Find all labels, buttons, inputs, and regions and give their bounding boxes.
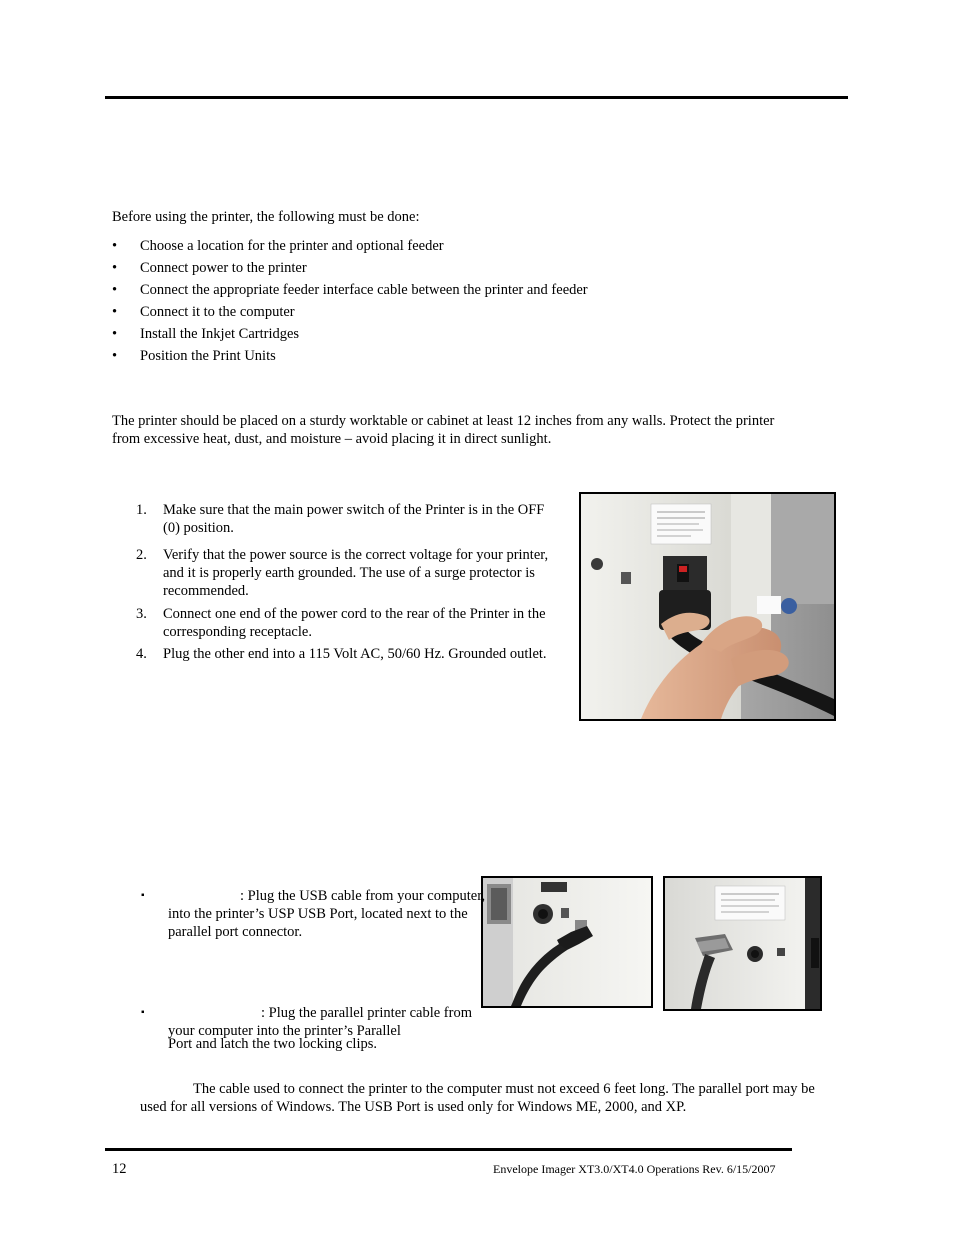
list-item: • Choose a location for the printer and optional feeder bbox=[112, 238, 444, 254]
list-item: • Connect it to the computer bbox=[112, 304, 295, 320]
location-paragraph: The printer should be placed on a sturdy worktable or cabinet at least 12 inches from any walls. Protect the printer from excessive heat, dust, and moisture – avoid placing it in direct sunlight. bbox=[112, 413, 775, 447]
list-item: • Connect the appropriate feeder interface cable between the printer and feeder bbox=[112, 282, 588, 298]
parallel-instruction: ▪ : Plug the parallel printer cable from your computer into the printer’s Parallel bbox=[141, 1005, 472, 1039]
list-item: • Connect power to the printer bbox=[112, 260, 307, 276]
list-item: 1. Make sure that the main power switch of the Printer is in the OFF (0) position. bbox=[136, 502, 545, 536]
cable-note: The cable used to connect the printer to the computer must not exceed 6 feet long. The parallel port may be used for all versions of Windows. The USB Port is used only for Windows ME, 2000, and XP. bbox=[140, 1081, 815, 1115]
power-cord-illustration bbox=[581, 494, 834, 719]
square-bullet-icon: ▪ bbox=[141, 890, 145, 901]
bullet-icon: • bbox=[112, 326, 118, 342]
power-cord-photo bbox=[579, 492, 836, 721]
parallel-port-photo bbox=[663, 876, 822, 1011]
list-item: 3. Connect one end of the power cord to the rear of the Printer in the corresponding receptacle. bbox=[136, 606, 546, 640]
document-title: Envelope Imager XT3.0/XT4.0 Operations Rev. 6/15/2007 bbox=[493, 1162, 776, 1176]
footer-rule bbox=[105, 1148, 792, 1151]
parallel-cable-illustration bbox=[665, 878, 820, 1009]
header-rule bbox=[105, 96, 848, 99]
intro-text: Before using the printer, the following must be done: bbox=[112, 209, 420, 225]
bullet-icon: • bbox=[112, 260, 118, 276]
page-number: 12 bbox=[112, 1161, 127, 1177]
list-item: • Position the Print Units bbox=[112, 348, 276, 364]
parallel-instruction-continued: Port and latch the two locking clips. bbox=[168, 1036, 378, 1052]
list-item: 2. Verify that the power source is the correct voltage for your printer, and it is properly earth grounded. The use of a surge protector is recommended. bbox=[136, 547, 549, 599]
bullet-icon: • bbox=[112, 304, 118, 320]
usb-instruction: ▪ : Plug the USB cable from your computer, into the printer’s USP USB Port, located next to the parallel port connector. bbox=[141, 888, 486, 940]
bullet-icon: • bbox=[112, 238, 118, 254]
bullet-icon: • bbox=[112, 348, 118, 364]
usb-cable-illustration bbox=[483, 878, 651, 1006]
usb-port-photo bbox=[481, 876, 653, 1008]
list-item: 4. Plug the other end into a 115 Volt AC, 50/60 Hz. Grounded outlet. bbox=[136, 646, 547, 662]
square-bullet-icon: ▪ bbox=[141, 1007, 145, 1018]
power-steps-list bbox=[136, 501, 556, 663]
bullet-icon: • bbox=[112, 282, 118, 298]
setup-steps-list bbox=[112, 237, 812, 369]
list-item: • Install the Inkjet Cartridges bbox=[112, 326, 300, 342]
